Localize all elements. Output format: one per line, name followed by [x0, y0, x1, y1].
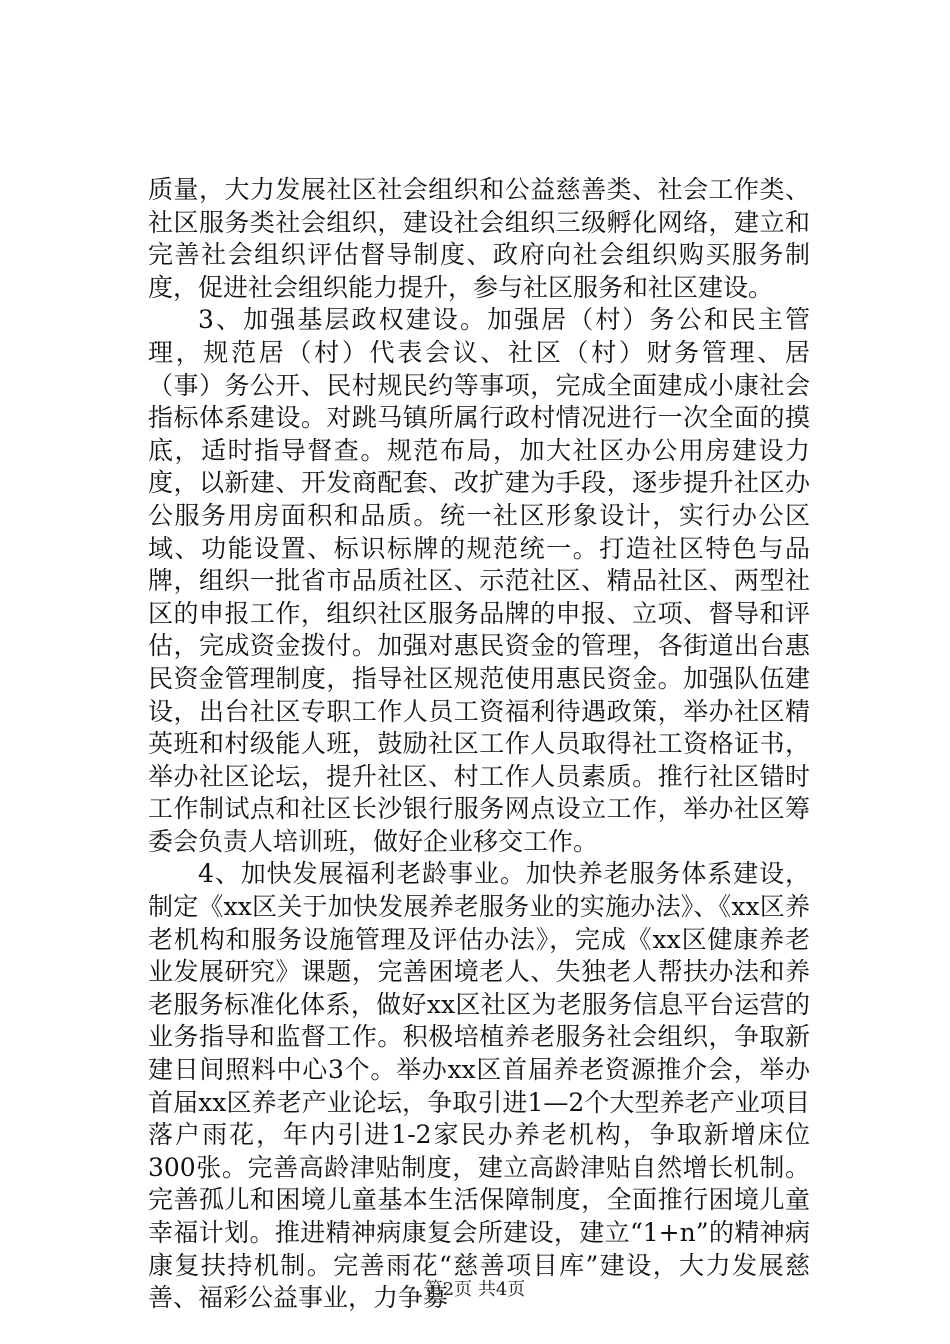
document-body [148, 174, 810, 1315]
page-number-label: 第2页 共4页 [424, 1279, 526, 1300]
page-footer [0, 1275, 950, 1301]
paragraph-section-3: 3、加强基层政权建设。加强居（村）务公和民主管理，规范居（村）代表会议、社区（村）财务管理、居（事）务公开、民村规民约等事项，完成全面建成小康社会指标体系建设。对跳马镇所属行政村情况进行一次全面的摸底，适时指导督查。规范布局，加大社区办公用房建设力度，以新建、开发商配套、改扩建为手段，逐步提升社区办公服务用房面积和品质。统一社区形象设计，实行办公区域、功能设置、标识标牌的规范统一。打造社区特色与品牌，组织一批省市品质社区、示范社区、精品社区、两型社区的申报工作，组织社区服务品牌的申报、立项、督导和评估，完成资金拨付。加强对惠民资金的管理，各街道出台惠民资金管理制度，指导社区规范使用惠民资金。加强队伍建设，出台社区专职工作人员工资福利待遇政策，举办社区精英班和村级能人班，鼓励社区工作人员取得社工资格证书，举办社区论坛，提升社区、村工作人员素质。推行社区错时工作制试点和社区长沙银行服务网点设立工作，举办社区筹委会负责人培训班，做好企业移交工作。 [148, 305, 810, 856]
paragraph-continuation: 质量，大力发展社区社会组织和公益慈善类、社会工作类、社区服务类社会组织，建设社会组织三级孵化网络，建立和完善社会组织评估督导制度、政府向社会组织购买服务制度，促进社会组织能力提升，参与社区服务和社区建设。 [148, 175, 810, 302]
paragraph-section-4: 4、加快发展福利老龄事业。加快养老服务体系建设，制定《xx区关于加快发展养老服务业的实施办法》、《xx区养老机构和服务设施管理及评估办法》，完成《xx区健康养老业发展研究》课题，完善困境老人、失独老人帮扶办法和养老服务标准化体系，做好xx区社区为老服务信息平台运营的业务指导和监督工作。积极培植养老服务社会组织，争取新建日间照料中心3个。举办xx区首届养老资源推介会，举办首届xx区养老产业论坛，争取引进1—2个大型养老产业项目落户雨花，年内引进1-2家民办养老机构，争取新增床位300张。完善高龄津贴制度，建立高龄津贴自然增长机制。完善孤儿和困境儿童基本生活保障制度，全面推行困境儿童幸福计划。推进精神病康复会所建设，建立“1+n”的精神病康复扶持机制。完善雨花“慈善项目库”建设，大力发展慈善、福彩公益事业，力争募 [148, 859, 810, 1313]
